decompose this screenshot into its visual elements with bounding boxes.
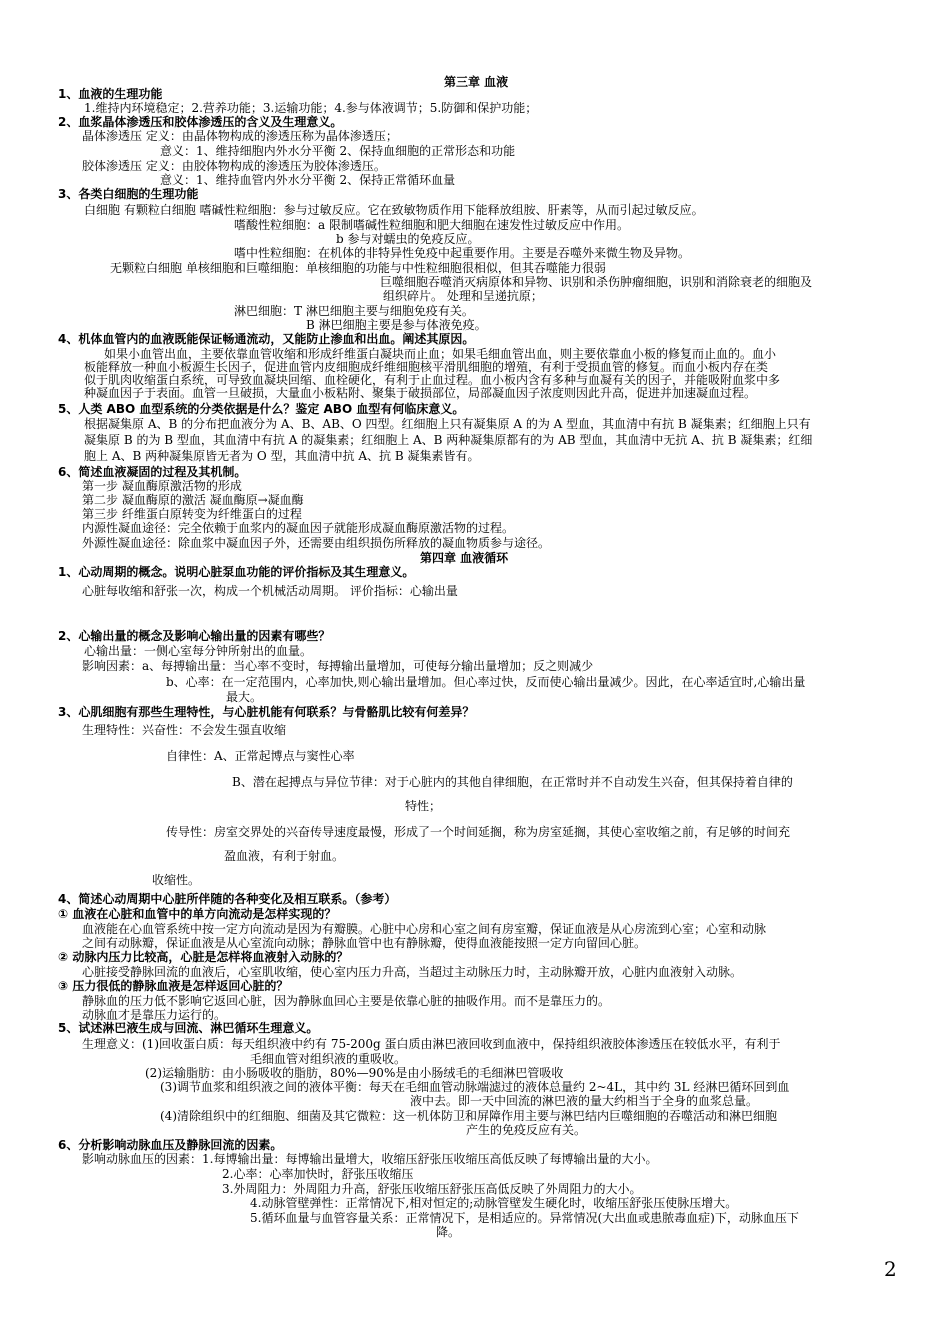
text-line: 静脉血的压力低不影响它返回心脏，因为静脉血回心主要是依靠心脏的抽吸作用。而不是靠压力的。 xyxy=(82,994,611,1008)
text-line: 凝集原 B 的为 B 型血，其血清中有抗 A 的凝集素；红细胞上 A、B 两种凝集原都有的为 AB 型血，其血清中无抗 A、抗 B 凝集素；红细 xyxy=(84,433,813,447)
question-heading: ① 血液在心脏和血管中的单方向流动是怎样实现的？ xyxy=(58,907,337,921)
text-line: 淋巴细胞：T 淋巴细胞主要与细胞免疫有关。 xyxy=(234,304,474,318)
text-line: 胶体渗透压 定义：由胶体物构成的渗透压为胶体渗透压。 xyxy=(82,159,386,173)
text-line: 意义：1、维持血管内外水分平衡 2、保持正常循环血量 xyxy=(160,173,456,187)
question-heading: 5、人类 ABO 血型系统的分类依据是什么？鉴定 ABO 血型有何临床意义。 xyxy=(58,402,465,416)
question-heading: 4、机体血管内的血液既能保证畅通流动，又能防止渗血和出血。阐述其原因。 xyxy=(58,332,475,346)
question-heading: 5、试述淋巴液生成与回流、淋巴循环生理意义。 xyxy=(58,1021,319,1035)
text-line: b、心率：在一定范围内，心率加快,则心输出量增加。但心率过快，反而使心输出量减少。因此，在心率适宜时,心输出量 xyxy=(166,675,806,689)
text-line: 晶体渗透压 定义：由晶体物构成的渗透压称为晶体渗透压； xyxy=(82,129,398,143)
text-line: 嗜酸性粒细胞：a 限制嗜碱性粒细胞和肥大细胞在速发性过敏反应中作用。 xyxy=(234,218,629,232)
text-line: 降。 xyxy=(436,1225,461,1239)
chapter-title: 第三章 血液 xyxy=(444,75,509,89)
text-line: 心脏接受静脉回流的血液后，心室肌收缩，使心室内压力升高，当超过主动脉压力时，主动脉瓣开放，心脏内血液射入动脉。 xyxy=(82,965,743,979)
text-line: 毛细血管对组织液的重吸收。 xyxy=(250,1052,407,1066)
question-heading: ② 动脉内压力比较高，心脏是怎样将血液射入动脉的？ xyxy=(58,950,349,964)
question-heading: 2、心输出量的概念及影响心输出量的因素有哪些？ xyxy=(58,629,331,643)
text-line: 第三步 纤维蛋白原转变为纤维蛋白的过程 xyxy=(82,507,302,521)
text-line: 血液能在心血管系统中按一定方向流动是因为有瓣膜。心脏中心房和心室之间有房室瓣，保证血液是从心房流到心室；心室和动脉 xyxy=(82,922,767,936)
text-line: 巨噬细胞吞噬消灭病原体和异物、识别和杀伤肿瘤细胞，识别和消除衰老的细胞及 xyxy=(380,275,813,289)
text-line: 自律性：A、正常起博点与窦性心率 xyxy=(166,749,355,763)
question-heading: ③ 压力很低的静脉血液是怎样返回心脏的？ xyxy=(58,979,289,993)
text-line: 传导性：房室交界处的兴奋传导速度最慢，形成了一个时间延搁，称为房室延搁，其使心室收缩之前，有足够的时间充 xyxy=(166,825,791,839)
text-line: 2.心率：心率加快时，舒张压收缩压 xyxy=(222,1167,414,1181)
question-heading: 4、简述心动周期中心脏所伴随的各种变化及相互联系。（参考） xyxy=(58,892,397,906)
question-heading: 6、分析影响动脉血压及静脉回流的因素。 xyxy=(58,1138,283,1152)
text-line: 影响因素：a、每搏输出量：当心率不变时，每搏输出量增加，可使每分输出量增加；反之则减少 xyxy=(82,659,594,673)
text-line: 心输出量：一侧心室每分钟所射出的血量。 xyxy=(84,644,313,658)
text-line: 收缩性。 xyxy=(152,873,201,887)
text-line: (4)清除组织中的红细胞、细菌及其它微粒：这一机体防卫和屏障作用主要与淋巴结内巨噬细胞的吞噬活动和淋巴细胞 xyxy=(160,1109,778,1123)
question-heading: 3、心肌细胞有那些生理特性，与心脏机能有何联系？与骨骼肌比较有何差异？ xyxy=(58,705,475,719)
text-line: 内源性凝血途径：完全依赖于血浆内的凝血因子就能形成凝血酶原激活物的过程。 xyxy=(82,521,515,535)
text-line: 种凝血因子于表面。血管一旦破损，大量血小板粘附、聚集于破损部位，局部凝血因子浓度则因此升高，促进并加速凝血过程。 xyxy=(84,386,757,400)
text-line: 生理特性：兴奋性：不会发生强直收缩 xyxy=(82,723,287,737)
text-line: 根据凝集原 A、B 的分布把血液分为 A、B、AB、O 四型。红细胞上只有凝集原 A 的为 A 型血，其血清中有抗 B 凝集素；红细胞上只有 xyxy=(84,417,811,431)
page-number: 2 xyxy=(884,1257,897,1281)
question-heading: 1、血液的生理功能 xyxy=(58,87,163,101)
text-line: 胞上 A、B 两种凝集原皆无者为 O 型，其血清中抗 A、抗 B 凝集素皆有。 xyxy=(84,449,480,463)
text-line: 如果小血管出血，主要依靠血管收缩和形成纤维蛋白凝块而止血；如果毛细血管出血，则主要依靠血小板的修复而止血的。血小 xyxy=(104,347,777,361)
text-line: 5.循环血量与血管容量关系：正常情况下，是相适应的。异常情况(大出血或患脓毒血症)下，动脉血压下 xyxy=(250,1211,799,1225)
text-line: 4.动脉管壁弹性：正常情况下,相对恒定的;动脉管壁发生硬化时，收缩压舒张压使脉压增大。 xyxy=(250,1196,738,1210)
text-line: 嗜中性粒细胞：在机体的非特异性免疫中起重要作用。主要是吞噬外来微生物及异物。 xyxy=(234,246,691,260)
text-line: 最大。 xyxy=(226,690,263,704)
text-line: 之间有动脉瓣，保证血液是从心室流向动脉；静脉血管中也有静脉瓣，使得血液能按照一定方向留回心脏。 xyxy=(82,936,647,950)
text-line: 心脏每收缩和舒张一次，构成一个机械活动周期。 评价指标：心输出量 xyxy=(82,584,458,598)
question-heading: 6、简述血液凝固的过程及其机制。 xyxy=(58,465,247,479)
text-line: 生理意义：(1)回收蛋白质：每天组织液中约有 75-200g 蛋白质由淋巴液回收到血液中，保持组织液胶体渗透压在较低水平，有利于 xyxy=(82,1037,781,1051)
text-line: 组织碎片。 处理和呈递抗原； xyxy=(383,289,543,303)
text-line: 动脉血才是靠压力运行的。 xyxy=(82,1008,227,1022)
text-line: (3)调节血浆和组织液之间的液体平衡：每天在毛细血管动脉端滤过的液体总量约 2~4L，其中约 3L 经淋巴循环回到血 xyxy=(160,1080,790,1094)
text-line: 盈血液，有利于射血。 xyxy=(224,849,345,863)
text-line: 无颗粒白细胞 单核细胞和巨噬细胞：单核细胞的功能与中性粒细胞很相似，但其吞噬能力很弱 xyxy=(110,261,606,275)
text-line: (2)运输脂肪：由小肠吸收的脂肪，80%—90%是由小肠绒毛的毛细淋巴管吸收 xyxy=(145,1066,564,1080)
text-line: 外源性凝血途径：除血浆中凝血因子外，还需要由组织损伤所释放的凝血物质参与途径。 xyxy=(82,536,551,550)
text-line: 第一步 凝血酶原激活物的形成 xyxy=(82,479,242,493)
text-line: 影响动脉血压的因素：1.每博输出量：每博输出量增大，收缩压舒张压收缩压高低反映了每博输出量的大小。 xyxy=(82,1152,658,1166)
text-line: 1.维持内环境稳定；2.营养功能；3.运输功能；4.参与体液调节；5.防御和保护功能； xyxy=(84,101,538,115)
text-line: 特性； xyxy=(405,799,442,813)
chapter-title: 第四章 血液循环 xyxy=(420,551,509,565)
text-line: 产生的免疫反应有关。 xyxy=(466,1123,587,1137)
question-heading: 2、血浆晶体渗透压和胶体渗透压的含义及生理意义。 xyxy=(58,115,343,129)
text-line: 似于肌肉收缩蛋白系统，可导致血凝块回缩、血栓硬化，有利于止血过程。血小板内含有多种与血凝有关的因子，并能吸附血浆中多 xyxy=(84,373,781,387)
text-line: B、潜在起搏点与异位节律：对于心脏内的其他自律细胞，在正常时并不自动发生兴奋，但其保持着自律的 xyxy=(232,775,793,789)
text-line: 液中去。即一天中回流的淋巴液的量大约相当于全身的血浆总量。 xyxy=(410,1094,759,1108)
text-line: 意义：1、维持细胞内外水分平衡 2、保持血细胞的正常形态和功能 xyxy=(160,144,516,158)
question-heading: 1、心动周期的概念。说明心脏泵血功能的评价指标及其生理意义。 xyxy=(58,565,415,579)
question-heading: 3、各类白细胞的生理功能 xyxy=(58,187,199,201)
text-line: B 淋巴细胞主要是参与体液免疫。 xyxy=(306,318,487,332)
text-line: 板能释放一种血小板源生长因子，促进血管内皮细胞成纤维细胞核平滑肌细胞的增殖，有利于受损血管的修复。而血小板内存在类 xyxy=(84,360,769,374)
text-line: b 参与对蠕虫的免疫反应。 xyxy=(336,232,480,246)
text-line: 第二步 凝血酶原的激活 凝血酶原→凝血酶 xyxy=(82,493,304,507)
text-line: 3.外周阻力：外周阻力升高，舒张压收缩压舒张压高低反映了外周阻力的大小。 xyxy=(222,1182,642,1196)
text-line: 白细胞 有颗粒白细胞 嗜碱性粒细胞：参与过敏反应。它在致敏物质作用下能释放组胺、肝素等，从而引起过敏反应。 xyxy=(84,203,704,217)
